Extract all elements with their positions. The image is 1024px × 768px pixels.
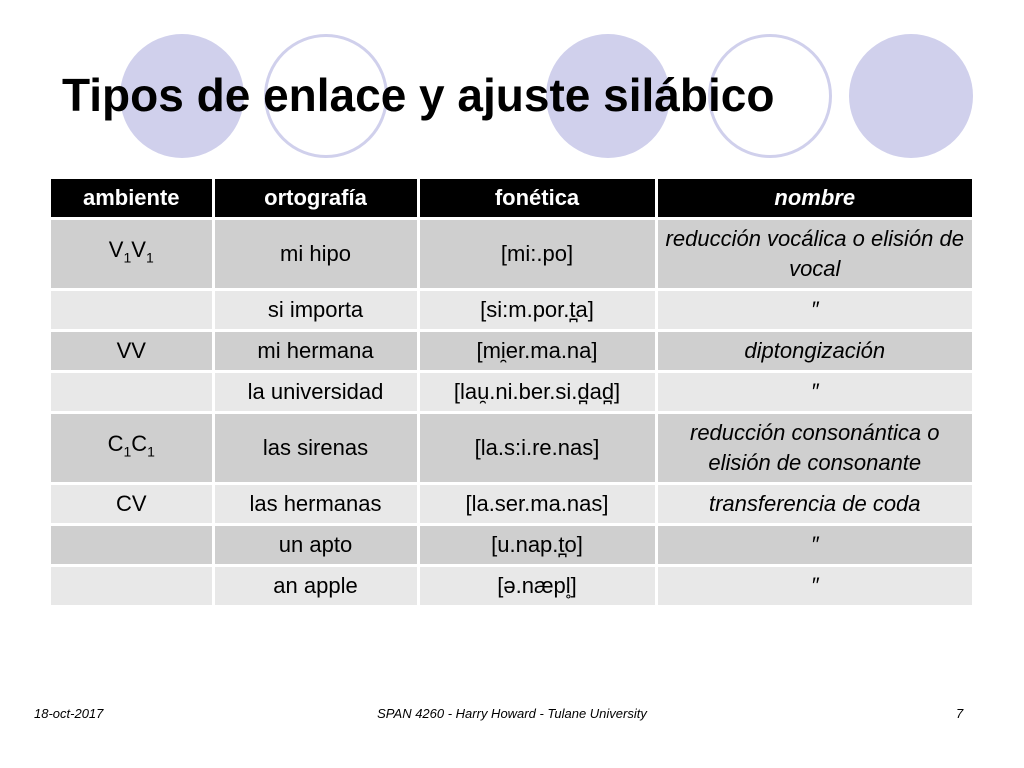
cell-ortografia: las sirenas	[213, 413, 418, 484]
cell-ambiente	[51, 566, 213, 607]
cell-nombre: ″	[656, 290, 972, 331]
cell-nombre: reducción consonántica o elisión de consonante	[656, 413, 972, 484]
table-row	[51, 290, 972, 331]
cell-ortografia: la universidad	[213, 372, 418, 413]
cell-ambiente-text: $V_1V_1$	[108, 237, 154, 266]
table-row	[51, 413, 972, 484]
header-ambiente: ambiente	[51, 179, 213, 219]
cell-fonetica: [la.s:i.re.nas]	[418, 413, 656, 484]
cell-ambiente-text: $C_1C_1$	[107, 431, 155, 460]
cell-nombre: diptongización	[656, 331, 972, 372]
table-row	[51, 219, 972, 290]
cell-ortografia: un apto	[213, 525, 418, 566]
cell-fonetica: [mi:.po]	[418, 219, 656, 290]
cell-ambiente: VV	[51, 331, 213, 372]
cell-fonetica: [mi̯er.ma.na]	[418, 331, 656, 372]
footer-course: SPAN 4260 - Harry Howard - Tulane University	[377, 706, 647, 721]
table-row	[51, 566, 972, 607]
table-row	[51, 484, 972, 525]
liaison-table	[51, 179, 972, 608]
cell-ortografia: mi hermana	[213, 331, 418, 372]
cell-nombre: ″	[656, 372, 972, 413]
cell-ambiente: CV	[51, 484, 213, 525]
cell-nombre: ″	[656, 566, 972, 607]
footer-date: 18-oct-2017	[34, 706, 104, 721]
footer-page-number: 7	[956, 706, 964, 721]
cell-nombre: transferencia de coda	[656, 484, 972, 525]
table-row	[51, 525, 972, 566]
cell-fonetica: [u.nap.t̪o]	[418, 525, 656, 566]
cell-ambiente	[51, 219, 213, 290]
cell-nombre: ″	[656, 525, 972, 566]
cell-ambiente	[51, 413, 213, 484]
cell-ortografia: an apple	[213, 566, 418, 607]
cell-fonetica: [si:m.por.t̪a]	[418, 290, 656, 331]
cell-ortografia: mi hipo	[213, 219, 418, 290]
header-nombre: nombre	[656, 179, 972, 219]
header-fonetica: fonética	[418, 179, 656, 219]
cell-ambiente	[51, 290, 213, 331]
cell-fonetica: [ə.næpl̥]	[418, 566, 656, 607]
header-ortografia: ortografía	[213, 179, 418, 219]
circle-shape	[849, 34, 973, 158]
cell-fonetica: [la.ser.ma.nas]	[418, 484, 656, 525]
cell-ambiente	[51, 372, 213, 413]
cell-ortografia: las hermanas	[213, 484, 418, 525]
cell-nombre: reducción vocálica o elisión de vocal	[656, 219, 972, 290]
slide-title: Tipos de enlace y ajuste silábico	[62, 69, 775, 121]
cell-fonetica: [lau̯.ni.ber.si.d̪ad̪]	[418, 372, 656, 413]
table-row	[51, 372, 972, 413]
cell-ortografia: si importa	[213, 290, 418, 331]
cell-ambiente	[51, 525, 213, 566]
table-row	[51, 331, 972, 372]
table-header-row	[51, 179, 972, 219]
